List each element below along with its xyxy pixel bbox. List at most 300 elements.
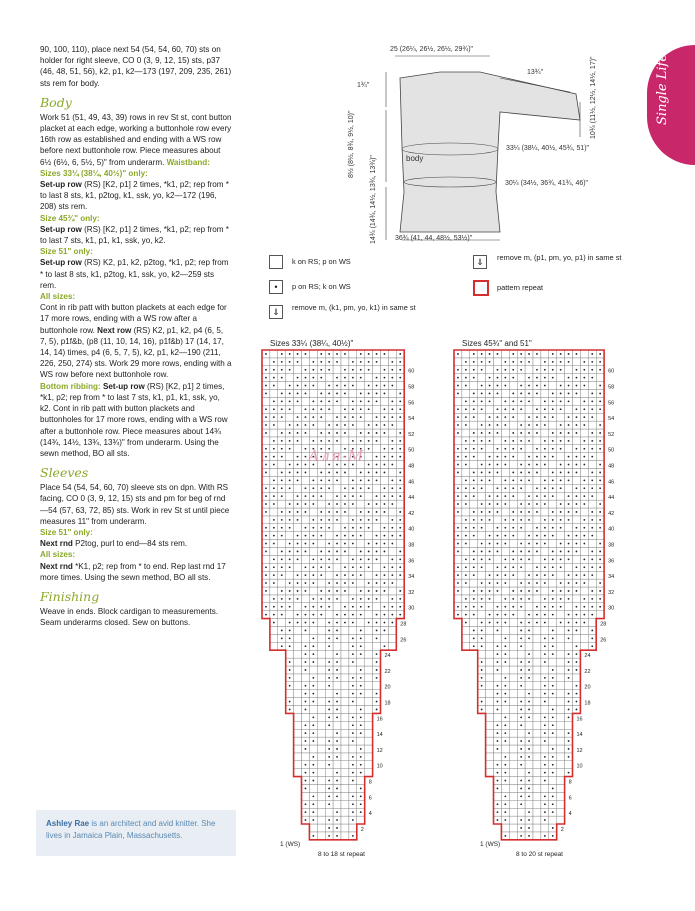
purl-dot <box>305 527 307 529</box>
purl-dot <box>536 385 538 387</box>
purl-dot <box>289 527 291 529</box>
row-number: 4 <box>368 811 372 818</box>
purl-dot <box>520 756 522 758</box>
purl-dot <box>344 353 346 355</box>
chart-cell <box>486 706 494 714</box>
purl-dot <box>457 590 459 592</box>
chart-cell <box>509 627 517 635</box>
row-number: 12 <box>376 747 383 754</box>
row-number: 6 <box>368 795 372 802</box>
chart-cell <box>317 690 325 698</box>
purl-dot <box>368 448 370 450</box>
chart-cell <box>509 761 517 769</box>
purl-dot <box>528 630 530 632</box>
chart-cell <box>533 706 541 714</box>
chart-cell <box>317 627 325 635</box>
row-number: 32 <box>608 589 615 596</box>
purl-dot <box>544 464 546 466</box>
chart-cell <box>262 595 270 603</box>
purl-dot <box>376 653 378 655</box>
chart-cell <box>509 650 517 658</box>
chart-cell <box>580 548 588 556</box>
chart-cell <box>596 532 604 540</box>
chart-cell <box>341 516 349 524</box>
chart-cell <box>509 540 517 548</box>
purl-dot <box>320 377 322 379</box>
purl-dot <box>328 503 330 505</box>
chart-cell <box>388 350 396 358</box>
purl-dot <box>360 487 362 489</box>
purl-dot <box>536 472 538 474</box>
purl-dot <box>552 835 554 837</box>
purl-dot <box>568 479 570 481</box>
purl-dot <box>384 464 386 466</box>
purl-dot <box>504 661 506 663</box>
chart-cell <box>557 642 565 650</box>
purl-dot <box>520 511 522 513</box>
purl-dot <box>457 472 459 474</box>
chart-cell <box>549 737 557 745</box>
chart-b-repeat-label: 8 to 20 st repeat <box>516 851 563 858</box>
purl-dot <box>544 527 546 529</box>
chart-cell <box>365 571 373 579</box>
purl-dot <box>591 558 593 560</box>
chart-cell <box>341 674 349 682</box>
chart-cell <box>533 650 541 658</box>
purl-dot <box>504 448 506 450</box>
purl-dot <box>544 408 546 410</box>
purl-dot <box>583 408 585 410</box>
purl-dot <box>552 732 554 734</box>
purl-dot <box>360 440 362 442</box>
purl-dot <box>552 393 554 395</box>
purl-dot <box>312 495 314 497</box>
chart-cell <box>365 753 373 761</box>
chart-cell <box>294 729 302 737</box>
purl-dot <box>360 369 362 371</box>
purl-dot <box>305 693 307 695</box>
purl-dot <box>512 472 514 474</box>
purl-dot <box>504 614 506 616</box>
purl-dot <box>312 622 314 624</box>
purl-dot <box>391 503 393 505</box>
purl-dot <box>544 637 546 639</box>
purl-dot <box>576 630 578 632</box>
purl-dot <box>384 416 386 418</box>
purl-dot <box>552 685 554 687</box>
purl-dot <box>512 614 514 616</box>
chart-cell <box>509 461 517 469</box>
purl-dot <box>273 558 275 560</box>
chart-cell <box>501 350 509 358</box>
purl-dot <box>544 803 546 805</box>
purl-dot <box>352 732 354 734</box>
purl-dot <box>265 448 267 450</box>
finishing-heading: Finishing <box>40 588 100 604</box>
chart-cell <box>462 642 470 650</box>
purl-dot <box>465 448 467 450</box>
purl-dot <box>391 566 393 568</box>
chart-cell <box>533 769 541 777</box>
chart-cell <box>309 706 317 714</box>
chart-cell <box>533 642 541 650</box>
purl-dot <box>376 440 378 442</box>
chart-cell <box>580 627 588 635</box>
purl-dot <box>504 677 506 679</box>
purl-dot <box>481 551 483 553</box>
row-number: 18 <box>384 700 391 707</box>
purl-dot <box>360 637 362 639</box>
chart-cell <box>509 634 517 642</box>
chart-cell <box>470 461 478 469</box>
purl-dot <box>360 408 362 410</box>
purl-dot <box>384 645 386 647</box>
purl-dot <box>473 479 475 481</box>
purl-dot <box>520 558 522 560</box>
purl-dot <box>504 716 506 718</box>
legend-p-symbol: • <box>269 280 283 294</box>
purl-dot <box>289 685 291 687</box>
purl-dot <box>360 472 362 474</box>
chart-cell <box>486 682 494 690</box>
purl-dot <box>336 780 338 782</box>
purl-dot <box>328 385 330 387</box>
purl-dot <box>504 416 506 418</box>
purl-dot <box>368 353 370 355</box>
purl-dot <box>328 543 330 545</box>
purl-dot <box>368 432 370 434</box>
purl-dot <box>536 566 538 568</box>
purl-dot <box>591 645 593 647</box>
purl-dot <box>583 606 585 608</box>
purl-dot <box>352 819 354 821</box>
chart-cell <box>396 579 404 587</box>
chart-cell <box>486 745 494 753</box>
chart-cell <box>317 642 325 650</box>
purl-dot <box>591 393 593 395</box>
row-number: 8 <box>568 779 572 786</box>
purl-dot <box>273 464 275 466</box>
purl-dot <box>368 590 370 592</box>
purl-dot <box>504 653 506 655</box>
chart-cell <box>486 769 494 777</box>
purl-dot <box>576 574 578 576</box>
purl-dot <box>473 606 475 608</box>
chart-cell <box>533 698 541 706</box>
purl-dot <box>497 811 499 813</box>
purl-dot <box>376 472 378 474</box>
purl-dot <box>368 527 370 529</box>
purl-dot <box>520 724 522 726</box>
purl-dot <box>544 495 546 497</box>
purl-dot <box>399 535 401 537</box>
row-number: 58 <box>408 384 415 391</box>
purl-dot <box>360 795 362 797</box>
chart-cell <box>588 382 596 390</box>
purl-dot <box>336 827 338 829</box>
purl-dot <box>281 519 283 521</box>
purl-dot <box>544 716 546 718</box>
purl-dot <box>568 772 570 774</box>
purl-dot <box>376 693 378 695</box>
purl-dot <box>481 464 483 466</box>
purl-dot <box>583 416 585 418</box>
purl-dot <box>576 606 578 608</box>
purl-dot <box>552 535 554 537</box>
purl-dot <box>457 487 459 489</box>
purl-dot <box>489 385 491 387</box>
chart-cell <box>286 690 294 698</box>
dim-hem: 36¾ (41, 44, 48½, 53½)" <box>395 235 473 242</box>
chart-cell <box>341 745 349 753</box>
chart-cell <box>509 642 517 650</box>
purl-dot <box>544 606 546 608</box>
purl-dot <box>473 369 475 371</box>
purl-dot <box>384 456 386 458</box>
purl-dot <box>560 543 562 545</box>
purl-dot <box>368 385 370 387</box>
row-number: 40 <box>408 526 415 533</box>
chart-cell <box>580 350 588 358</box>
purl-dot <box>297 511 299 513</box>
purl-dot <box>552 637 554 639</box>
purl-dot <box>312 716 314 718</box>
purl-dot <box>305 566 307 568</box>
purl-dot <box>560 527 562 529</box>
purl-dot <box>265 606 267 608</box>
purl-dot <box>376 661 378 663</box>
purl-dot <box>544 740 546 742</box>
purl-dot <box>465 558 467 560</box>
purl-dot <box>376 353 378 355</box>
purl-dot <box>544 677 546 679</box>
chart-cell <box>470 421 478 429</box>
purl-dot <box>305 416 307 418</box>
purl-dot <box>568 511 570 513</box>
purl-dot <box>312 527 314 529</box>
chart-cell <box>533 753 541 761</box>
purl-dot <box>504 780 506 782</box>
purl-dot <box>504 835 506 837</box>
purl-dot <box>568 416 570 418</box>
chart-cell <box>317 682 325 690</box>
purl-dot <box>328 558 330 560</box>
purl-dot <box>352 377 354 379</box>
purl-dot <box>465 598 467 600</box>
purl-dot <box>497 353 499 355</box>
purl-dot <box>328 606 330 608</box>
purl-dot <box>305 740 307 742</box>
chart-cell <box>317 619 325 627</box>
dim-bust: 33¼ (38¼, 40½, 45¾, 51)" <box>506 145 590 152</box>
purl-dot <box>360 756 362 758</box>
chart-cell <box>341 832 349 840</box>
purl-dot <box>576 582 578 584</box>
purl-dot <box>536 495 538 497</box>
chart-cell <box>341 769 349 777</box>
chart-cell <box>470 619 478 627</box>
chart-cell <box>525 721 533 729</box>
purl-dot <box>305 385 307 387</box>
chart-cell <box>317 579 325 587</box>
purl-dot <box>560 408 562 410</box>
chart-cell <box>365 666 373 674</box>
chart-cell <box>309 390 317 398</box>
purl-dot <box>281 416 283 418</box>
purl-dot <box>320 393 322 395</box>
chart-cell <box>349 429 357 437</box>
purl-dot <box>473 558 475 560</box>
purl-dot <box>457 511 459 513</box>
chart-cell <box>349 390 357 398</box>
purl-dot <box>273 495 275 497</box>
legend-repeat-symbol <box>473 280 489 296</box>
purl-dot <box>344 582 346 584</box>
purl-dot <box>528 353 530 355</box>
chart-cell <box>517 690 525 698</box>
purl-dot <box>281 393 283 395</box>
purl-dot <box>504 637 506 639</box>
purl-dot <box>497 740 499 742</box>
purl-dot <box>289 606 291 608</box>
chart-cell <box>317 800 325 808</box>
purl-dot <box>360 685 362 687</box>
chart-cell <box>349 666 357 674</box>
chart-cell <box>533 634 541 642</box>
chart-cell <box>557 698 565 706</box>
chart-cell <box>302 397 310 405</box>
purl-dot <box>391 385 393 387</box>
purl-dot <box>568 361 570 363</box>
purl-dot <box>520 827 522 829</box>
purl-dot <box>457 424 459 426</box>
chart-cell <box>317 816 325 824</box>
chart-cell <box>501 627 509 635</box>
purl-dot <box>320 558 322 560</box>
chart-cell <box>486 658 494 666</box>
chart-cell <box>541 429 549 437</box>
purl-dot <box>368 472 370 474</box>
purl-dot <box>352 677 354 679</box>
purl-dot <box>352 780 354 782</box>
chart-cell <box>588 500 596 508</box>
chart-cell <box>470 540 478 548</box>
purl-dot <box>312 740 314 742</box>
purl-dot <box>568 353 570 355</box>
purl-dot <box>560 511 562 513</box>
purl-dot <box>344 416 346 418</box>
purl-dot <box>568 716 570 718</box>
purl-dot <box>591 440 593 442</box>
purl-dot <box>265 495 267 497</box>
chart-cell <box>494 634 502 642</box>
purl-dot <box>320 408 322 410</box>
purl-dot <box>281 511 283 513</box>
purl-dot <box>312 772 314 774</box>
chart-cell <box>388 390 396 398</box>
purl-dot <box>384 448 386 450</box>
purl-dot <box>560 479 562 481</box>
chart-cell <box>557 792 565 800</box>
purl-dot <box>384 590 386 592</box>
purl-dot <box>312 645 314 647</box>
purl-dot <box>384 503 386 505</box>
chart-cell <box>525 800 533 808</box>
purl-dot <box>544 756 546 758</box>
purl-dot <box>560 393 562 395</box>
purl-dot <box>360 590 362 592</box>
purl-dot <box>544 685 546 687</box>
chart-cell <box>509 706 517 714</box>
purl-dot <box>544 780 546 782</box>
purl-dot <box>583 440 585 442</box>
purl-dot <box>528 780 530 782</box>
purl-dot <box>289 701 291 703</box>
purl-dot <box>520 590 522 592</box>
purl-dot <box>520 630 522 632</box>
chart-cell <box>286 374 294 382</box>
purl-dot <box>512 377 514 379</box>
purl-dot <box>583 369 585 371</box>
chart-cell <box>557 453 565 461</box>
chart-cell <box>509 737 517 745</box>
chart-cell <box>341 666 349 674</box>
purl-dot <box>265 551 267 553</box>
purl-dot <box>528 835 530 837</box>
purl-dot <box>504 408 506 410</box>
purl-dot <box>336 669 338 671</box>
purl-dot <box>265 566 267 568</box>
purl-dot <box>344 551 346 553</box>
chart-cell <box>396 421 404 429</box>
purl-dot <box>360 361 362 363</box>
purl-dot <box>568 377 570 379</box>
purl-dot <box>583 495 585 497</box>
purl-dot <box>305 432 307 434</box>
purl-dot <box>536 448 538 450</box>
purl-dot <box>560 432 562 434</box>
purl-dot <box>352 803 354 805</box>
purl-dot <box>297 558 299 560</box>
purl-dot <box>289 598 291 600</box>
purl-dot <box>489 456 491 458</box>
purl-dot <box>376 535 378 537</box>
purl-dot <box>481 511 483 513</box>
purl-dot <box>504 701 506 703</box>
chart-cell <box>573 397 581 405</box>
purl-dot <box>320 598 322 600</box>
purl-dot <box>368 543 370 545</box>
purl-dot <box>320 614 322 616</box>
purl-dot <box>520 740 522 742</box>
purl-dot <box>360 811 362 813</box>
chart-cell <box>509 682 517 690</box>
purl-dot <box>568 756 570 758</box>
purl-dot <box>305 393 307 395</box>
purl-dot <box>512 551 514 553</box>
chart-cell <box>294 666 302 674</box>
row-number: 50 <box>408 447 415 454</box>
purl-dot <box>273 614 275 616</box>
chart-cell <box>270 350 278 358</box>
purl-dot <box>536 487 538 489</box>
chart-cell <box>541 666 549 674</box>
purl-dot <box>336 582 338 584</box>
row-number: 54 <box>608 416 615 423</box>
purl-dot <box>328 748 330 750</box>
purl-dot <box>544 456 546 458</box>
purl-dot <box>281 558 283 560</box>
